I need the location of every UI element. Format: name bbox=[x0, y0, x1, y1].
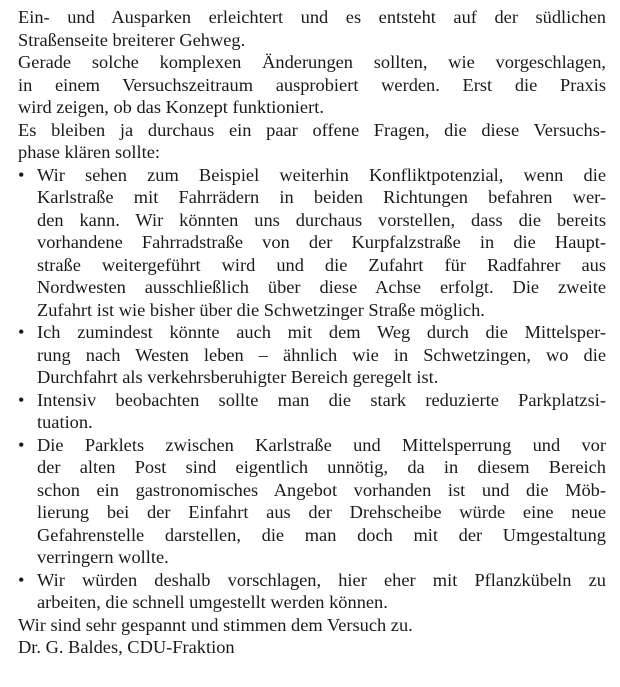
bullet-icon: • bbox=[18, 322, 25, 342]
document-body bbox=[18, 6, 606, 659]
text-line: straße weitergeführt wird und die Zufahrt für Radfahrer aus bbox=[37, 254, 606, 275]
text-line: wird zeigen, ob das Konzept funktioniert. bbox=[18, 97, 324, 117]
text-line: Gerade solche komplexen Änderungen sollten, wie vorgeschlagen, bbox=[18, 52, 606, 72]
text-line: Karlstraße mit Fahrrädern in beiden Richtungen befahren wer- bbox=[37, 187, 606, 207]
text-line: Gefahrenstelle darstellen, die man doch mit der Umgestaltung bbox=[37, 524, 606, 545]
text-line: in einem Versuchszeitraum ausprobiert werden. Erst die Praxis bbox=[18, 74, 606, 95]
bullet-item-parklets bbox=[18, 434, 606, 569]
text-line: verringern wollte. bbox=[37, 547, 169, 567]
text-line: Intensiv beobachten sollte man die stark reduzierte Parkplatzsi- bbox=[37, 389, 606, 410]
text-line: Wir würden deshalb vorschlagen, hier eher mit Pflanzkübeln zu bbox=[37, 569, 606, 590]
text-line: vorhandene Fahrradstraße von der Kurpfalzstraße in die Haupt- bbox=[37, 232, 606, 252]
text-line: arbeiten, die schnell umgestellt werden können. bbox=[37, 592, 388, 612]
text-line: phase klären sollte: bbox=[18, 142, 160, 162]
text-line: Wir sind sehr gespannt und stimmen dem Versuch zu. bbox=[18, 614, 413, 635]
bullet-icon: • bbox=[18, 389, 25, 410]
text-line: den kann. Wir könnten uns durchaus vorstellen, dass die bereits bbox=[37, 209, 606, 230]
text-line: rung nach Westen leben – ähnlich wie in Schwetzingen, wo die bbox=[37, 344, 606, 365]
text-line: Nordwesten ausschließlich über diese Achse erfolgt. Die zweite bbox=[37, 277, 606, 297]
text-line: tuation. bbox=[37, 412, 93, 432]
text-line: Es bleiben ja durchaus ein paar offene Fragen, die diese Versuchs- bbox=[18, 119, 606, 140]
paragraph-closing bbox=[18, 614, 606, 637]
text-line: der alten Post sind eigentlich unnötig, da in diesem Bereich bbox=[37, 457, 606, 477]
paragraph-trial bbox=[18, 51, 606, 119]
bullet-item-median-path bbox=[18, 321, 606, 389]
signature-line: Dr. G. Baldes, CDU-Fraktion bbox=[18, 637, 235, 657]
bullet-item-parking bbox=[18, 389, 606, 434]
text-line: schon ein gastronomisches Angebot vorhanden ist und die Möb- bbox=[37, 479, 606, 500]
text-line: Ich zumindest könnte auch mit dem Weg durch die Mittelsper- bbox=[37, 322, 606, 342]
text-line: Die Parklets zwischen Karlstraße und Mittelsperrung und vor bbox=[37, 434, 606, 455]
bullet-icon: • bbox=[18, 569, 25, 590]
text-line: Wir sehen zum Beispiel weiterhin Konfliktpotenzial, wenn die bbox=[37, 164, 606, 185]
text-line: Straßenseite breiterer Gehweg. bbox=[18, 29, 246, 50]
text-line: Ein- und Ausparken erleichtert und es entsteht auf der südlichen bbox=[18, 7, 606, 27]
paragraph-intro bbox=[18, 6, 606, 51]
bullet-list bbox=[18, 164, 606, 614]
text-line: Zufahrt ist wie bisher über die Schwetzinger Straße möglich. bbox=[37, 299, 485, 320]
bullet-item-conflict bbox=[18, 164, 606, 322]
paragraph-open-questions bbox=[18, 119, 606, 164]
bullet-item-planters bbox=[18, 569, 606, 614]
text-line: lierung bei der Einfahrt aus der Drehscheibe würde eine neue bbox=[37, 502, 606, 522]
text-line: Durchfahrt als verkehrsberuhigter Bereich geregelt ist. bbox=[37, 367, 439, 387]
bullet-icon: • bbox=[18, 164, 25, 185]
bullet-icon: • bbox=[18, 434, 25, 455]
signature bbox=[18, 636, 606, 659]
